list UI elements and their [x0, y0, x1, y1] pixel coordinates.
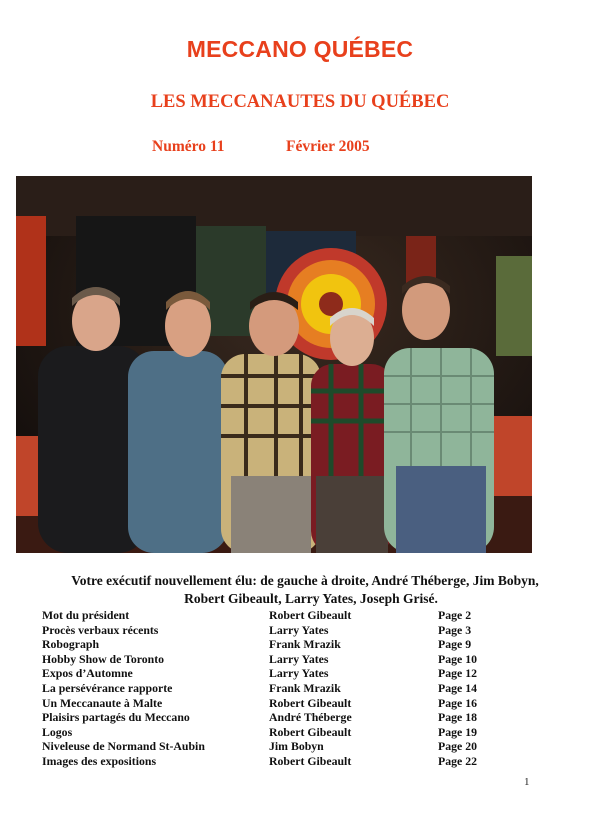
- toc-title: Robograph: [42, 637, 100, 652]
- toc-page: Page 18: [438, 710, 477, 725]
- issue-date: Février 2005: [286, 138, 370, 155]
- toc-author: Robert Gibeault: [269, 608, 352, 622]
- group-photo-image: [16, 176, 532, 553]
- toc-title: Expos d’Automne: [42, 666, 133, 681]
- toc-row[interactable]: [42, 739, 502, 754]
- toc-row[interactable]: [42, 666, 502, 681]
- toc-page: Page 10: [438, 651, 477, 666]
- toc-author: Frank Mrazik: [269, 680, 341, 695]
- toc-title: Niveleuse de Normand St-Aubin: [42, 739, 205, 754]
- toc-title: Images des expositions: [42, 753, 157, 768]
- toc-author: Jim Bobyn: [269, 739, 324, 754]
- toc-page: Page 9: [438, 637, 472, 652]
- toc-page: Page 20: [438, 739, 477, 754]
- toc-title: La persévérance rapporte: [42, 680, 173, 695]
- toc-author: Larry Yates: [269, 666, 329, 681]
- photo-caption: [0, 572, 600, 608]
- toc-author: Robert Gibeault: [269, 695, 352, 710]
- toc-page: Page 16: [438, 695, 477, 710]
- toc-title: Mot du président: [42, 608, 130, 622]
- toc-page: Page 22: [438, 753, 477, 768]
- toc-page: Page 3: [438, 622, 472, 637]
- toc-row[interactable]: [42, 681, 502, 696]
- toc-row[interactable]: [42, 623, 502, 638]
- toc-author: Robert Gibeault: [269, 753, 352, 768]
- page-number: 1: [524, 776, 530, 788]
- group-photo: [16, 176, 532, 553]
- toc-row[interactable]: [42, 608, 502, 623]
- toc-author: Larry Yates: [269, 651, 329, 666]
- toc-page: Page 19: [438, 724, 477, 739]
- toc-row[interactable]: [42, 725, 502, 740]
- caption-line-1: Votre exécutif nouvellement élu: de gauche à droite, André Théberge, Jim Bobyn,: [71, 573, 539, 588]
- toc-row[interactable]: [42, 710, 502, 725]
- toc-page: Page 14: [438, 680, 477, 695]
- caption-line-2: Robert Gibeault, Larry Yates, Joseph Grisé.: [184, 591, 438, 606]
- toc-row[interactable]: [42, 637, 502, 652]
- toc-title: Hobby Show de Toronto: [42, 651, 165, 666]
- toc-row[interactable]: [42, 754, 502, 769]
- toc-title: Plaisirs partagés du Meccano: [42, 710, 190, 725]
- toc-author: Robert Gibeault: [269, 724, 352, 739]
- newsletter-subtitle: LES MECCANAUTES DU QUÉBEC: [150, 92, 450, 112]
- toc-author: Frank Mrazik: [269, 637, 341, 652]
- toc-row[interactable]: [42, 696, 502, 711]
- toc-page: Page 2: [438, 608, 472, 622]
- newsletter-title: MECCANO QUÉBEC: [186, 36, 414, 62]
- toc-author: André Théberge: [269, 710, 352, 725]
- issue-number: Numéro 11: [152, 138, 225, 155]
- toc-title: Un Meccanaute à Malte: [42, 695, 163, 710]
- toc-page: Page 12: [438, 666, 477, 681]
- toc-author: Larry Yates: [269, 622, 329, 637]
- toc-title: Logos: [42, 724, 73, 739]
- toc-row[interactable]: [42, 652, 502, 667]
- toc-title: Procès verbaux récents: [42, 622, 159, 637]
- table-of-contents: [42, 608, 502, 769]
